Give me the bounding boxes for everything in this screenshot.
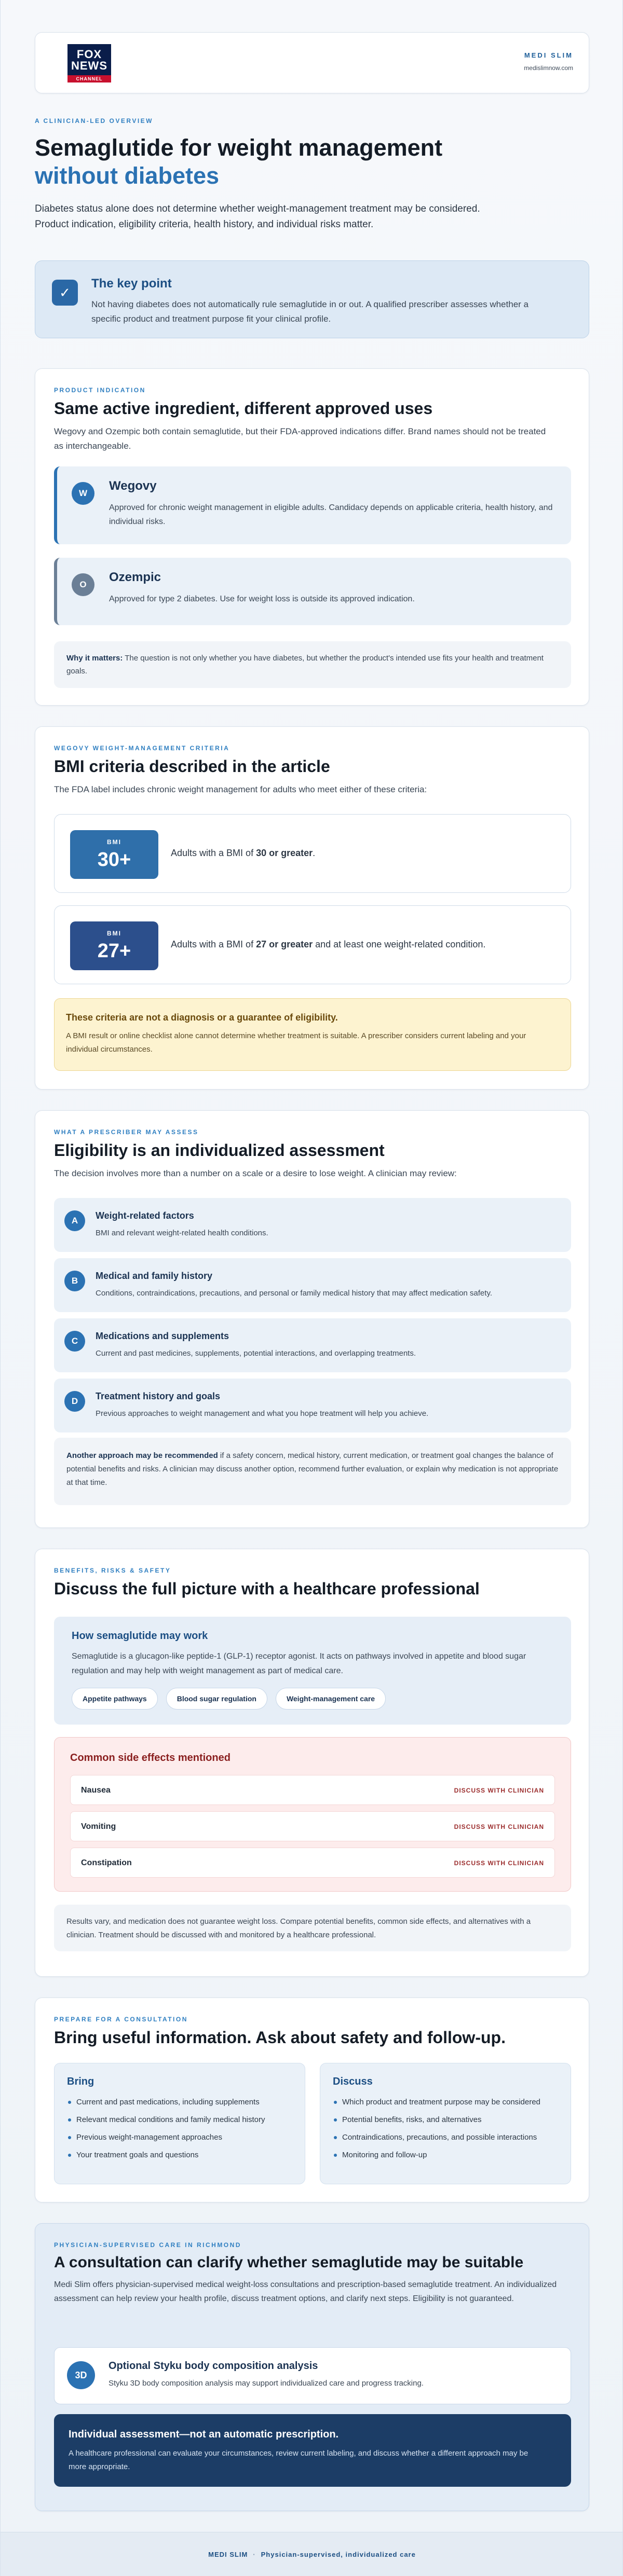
hero-section	[35, 117, 589, 232]
how-it-works	[54, 1617, 571, 1725]
key-point-callout	[35, 260, 589, 338]
list-item: Contraindications, precautions, and possible interactions	[333, 2132, 558, 2143]
list-item: Which product and treatment purpose may be considered	[333, 2097, 558, 2107]
bmi-section	[35, 726, 589, 1090]
side-effect-row	[70, 1775, 555, 1805]
list-item: Monitoring and follow-up	[333, 2150, 558, 2160]
bmi-badge-27	[70, 921, 158, 970]
bmi-badge-key: BMI	[107, 838, 121, 846]
individual-title: Individual assessment—not an automatic prescription.	[69, 2429, 339, 2440]
styku-card	[54, 2347, 571, 2404]
prepare-title: Bring useful information. Ask about safety and follow-up.	[54, 2028, 506, 2047]
bring-list	[67, 2097, 292, 2160]
logo-text-channel: CHANNEL	[67, 75, 111, 82]
how-title: How semaglutide may work	[72, 1630, 208, 1642]
bmi-text-pre: Adults with a BMI of	[171, 848, 256, 858]
brand-url[interactable]: medislimnow.com	[524, 64, 573, 72]
bmi-criterion-27	[54, 905, 571, 984]
drug-badge-wegovy: W	[72, 482, 94, 505]
factor-title: Treatment history and goals	[96, 1391, 221, 1401]
why-label: Why it matters:	[66, 654, 123, 663]
footer-tagline: Physician-supervised, individualized care	[261, 2551, 416, 2558]
styku-title: Optional Styku body composition analysis	[109, 2360, 318, 2372]
site-header	[35, 32, 589, 93]
3d-scan-icon: 3D	[67, 2361, 95, 2389]
factor-c	[54, 1318, 571, 1372]
list-item: Potential benefits, risks, and alternatives	[333, 2115, 558, 2125]
bmi-badge-value: 27+	[97, 940, 131, 962]
factor-b	[54, 1258, 571, 1312]
discuss-list	[333, 2097, 558, 2160]
pill-weight-care: Weight-management care	[276, 1688, 386, 1710]
side-effect-action: DISCUSS WITH CLINICIAN	[454, 1823, 544, 1830]
drug-name-wegovy: Wegovy	[109, 479, 157, 493]
bmi-criterion-text	[171, 939, 485, 950]
physician-title: A consultation can clarify whether semaglutide may be suitable	[54, 2254, 524, 2271]
factor-title: Medications and supplements	[96, 1331, 229, 1341]
bmi-warning	[54, 998, 571, 1071]
individual-assessment-callout	[54, 2414, 571, 2487]
results-disclaimer: Results vary, and medication does not guarantee weight loss. Compare potential benefits, common side effects, and alternatives with a clinician. Treatment should be discussed with and monitored by a healthcare professional.	[54, 1905, 571, 1951]
bmi-text-post: .	[313, 848, 316, 858]
drug-name-ozempic: Ozempic	[109, 570, 161, 584]
eligibility-section	[35, 1110, 589, 1528]
factor-text: Current and past medicines, supplements, potential interactions, and overlapping treatments.	[96, 1349, 416, 1358]
bmi-text-pre: Adults with a BMI of	[171, 939, 256, 949]
footer-separator: ·	[253, 2551, 256, 2558]
factor-letter: D	[64, 1391, 85, 1412]
indication-lead: Wegovy and Ozempic both contain semaglutide, but their FDA-approved indications differ. Brand names should not be treated as interchangeable.	[54, 426, 546, 451]
bmi-warning-text: A BMI result or online checklist alone cannot determine whether treatment is suitable. A prescriber considers current labeling and your individual circumstances.	[66, 1031, 526, 1054]
bmi-text-bold: 27 or greater	[256, 939, 313, 949]
factor-text: Conditions, contraindications, precautions, and personal or family medical history that may affect medication safety.	[96, 1289, 492, 1298]
pill-blood-sugar: Blood sugar regulation	[166, 1688, 267, 1710]
drug-text-wegovy: Approved for chronic weight management in eligible adults. Candidacy depends on applicable criteria, health history, and individual risks.	[109, 503, 553, 526]
prepare-section	[35, 1998, 589, 2202]
bring-title: Bring	[67, 2076, 94, 2087]
prepare-eyebrow: PREPARE FOR A CONSULTATION	[54, 2016, 188, 2023]
bmi-lead: The FDA label includes chronic weight management for adults who meet either of these criteria:	[54, 784, 427, 794]
approach-text: if a safety concern, medical history, current medication, or treatment goal changes the balance of potential benefits and risks. A clinician may discuss another option, recommend further evaluation, or explain why medication is not appropriate at that time.	[66, 1451, 559, 1487]
side-effects-panel	[54, 1737, 571, 1892]
key-point-text: Not having diabetes does not automatically rule semaglutide in or out. A qualified prescriber assesses whether a specific product and treatment purpose fit your clinical profile.	[91, 299, 529, 324]
eligibility-lead: The decision involves more than a number on a scale or a desire to lose weight. A clinician may review:	[54, 1168, 457, 1178]
individual-text: A healthcare professional can evaluate your circumstances, review current labeling, and discuss whether a different approach may be more appropriate.	[69, 2449, 529, 2471]
title-main: Semaglutide for weight management	[35, 134, 443, 161]
check-icon: ✓	[52, 280, 78, 306]
title-accent: without diabetes	[35, 162, 220, 189]
benefits-eyebrow: BENEFITS, RISKS & SAFETY	[54, 1567, 171, 1574]
discuss-column	[320, 2063, 571, 2184]
bmi-text-bold: 30 or greater	[256, 848, 313, 858]
side-effect-name: Vomiting	[81, 1822, 116, 1831]
approach-label: Another approach may be recommended	[66, 1451, 218, 1460]
bmi-criterion-text	[171, 848, 315, 859]
styku-text: Styku 3D body composition analysis may support individualized care and progress tracking.	[109, 2379, 424, 2388]
factor-letter: B	[64, 1271, 85, 1291]
bmi-text-post: and at least one weight-related condition.	[313, 939, 486, 949]
factor-a	[54, 1198, 571, 1252]
factor-letter: A	[64, 1210, 85, 1231]
benefits-section	[35, 1549, 589, 1977]
bmi-badge-value: 30+	[97, 849, 131, 871]
page-title	[35, 134, 589, 190]
factor-text: BMI and relevant weight-related health conditions.	[96, 1229, 268, 1237]
bring-column	[54, 2063, 305, 2184]
indication-section	[35, 368, 589, 706]
eligibility-eyebrow: WHAT A PRESCRIBER MAY ASSESS	[54, 1128, 199, 1136]
list-item: Relevant medical conditions and family medical history	[67, 2115, 292, 2125]
factor-letter: C	[64, 1331, 85, 1352]
why-text: The question is not only whether you have diabetes, but whether the product's intended use fits your health and treatment goals.	[66, 654, 544, 676]
physician-section	[35, 2223, 589, 2511]
side-effect-name: Constipation	[81, 1858, 132, 1867]
site-footer	[1, 2532, 623, 2576]
indication-eyebrow: PRODUCT INDICATION	[54, 387, 146, 394]
list-item: Your treatment goals and questions	[67, 2150, 292, 2160]
factor-title: Medical and family history	[96, 1271, 213, 1281]
side-effect-name: Nausea	[81, 1786, 111, 1795]
brand-name: MEDI SLIM	[524, 51, 573, 59]
list-item: Current and past medications, including supplements	[67, 2097, 292, 2107]
drug-card-ozempic	[54, 558, 571, 625]
key-point-title: The key point	[91, 277, 172, 291]
hero-eyebrow: A CLINICIAN-LED OVERVIEW	[35, 117, 154, 125]
factor-text: Previous approaches to weight management and what you hope treatment will help you achieve.	[96, 1409, 429, 1418]
fox-news-logo[interactable]	[67, 44, 111, 82]
eligibility-title: Eligibility is an individualized assessment	[54, 1141, 385, 1160]
side-effects-title: Common side effects mentioned	[70, 1752, 231, 1764]
side-effect-row	[70, 1811, 555, 1841]
physician-lead: Medi Slim offers physician-supervised medical weight-loss consultations and prescription-based semaglutide treatment. An individualized assessment can help review your health profile, discuss treatment options, and clarify next steps. Eligibility is not guaranteed.	[54, 2280, 557, 2303]
side-effect-action: DISCUSS WITH CLINICIAN	[454, 1787, 544, 1794]
bmi-eyebrow: WEGOVY WEIGHT-MANAGEMENT CRITERIA	[54, 745, 230, 752]
bmi-badge-30	[70, 830, 158, 879]
physician-eyebrow: PHYSICIAN-SUPERVISED CARE IN RICHMOND	[54, 2241, 241, 2249]
factor-title: Weight-related factors	[96, 1210, 194, 1221]
logo-text-news: NEWS	[71, 59, 107, 72]
bmi-criterion-30	[54, 814, 571, 893]
hero-intro: Diabetes status alone does not determine whether weight-management treatment may be considered. Product indication, eligibility criteria, health history, and individual risks matter.	[35, 203, 480, 230]
bmi-title: BMI criteria described in the article	[54, 757, 330, 776]
bmi-badge-key: BMI	[107, 930, 121, 937]
pill-appetite: Appetite pathways	[72, 1688, 158, 1710]
brand-block	[524, 51, 573, 72]
how-text: Semaglutide is a glucagon-like peptide-1 (GLP-1) receptor agonist. It acts on pathways involved in appetite and blood sugar regulation and may help with weight management as part of medical care.	[72, 1652, 526, 1675]
logo-text-fox: FOX	[76, 48, 102, 61]
mechanism-pills	[72, 1688, 553, 1710]
alternative-approach-note	[54, 1438, 571, 1505]
drug-text-ozempic: Approved for type 2 diabetes. Use for weight loss is outside its approved indication.	[109, 595, 415, 603]
drug-badge-ozempic: O	[72, 573, 94, 596]
indication-title: Same active ingredient, different approved uses	[54, 399, 433, 418]
why-it-matters	[54, 641, 571, 688]
side-effect-action: DISCUSS WITH CLINICIAN	[454, 1859, 544, 1867]
factor-d	[54, 1379, 571, 1432]
list-item: Previous weight-management approaches	[67, 2132, 292, 2143]
bmi-warning-title: These criteria are not a diagnosis or a guarantee of eligibility.	[66, 1012, 338, 1023]
side-effect-row	[70, 1848, 555, 1878]
discuss-title: Discuss	[333, 2076, 373, 2087]
benefits-title: Discuss the full picture with a healthcare professional	[54, 1579, 480, 1598]
footer-brand: MEDI SLIM	[208, 2551, 248, 2558]
drug-card-wegovy	[54, 466, 571, 544]
